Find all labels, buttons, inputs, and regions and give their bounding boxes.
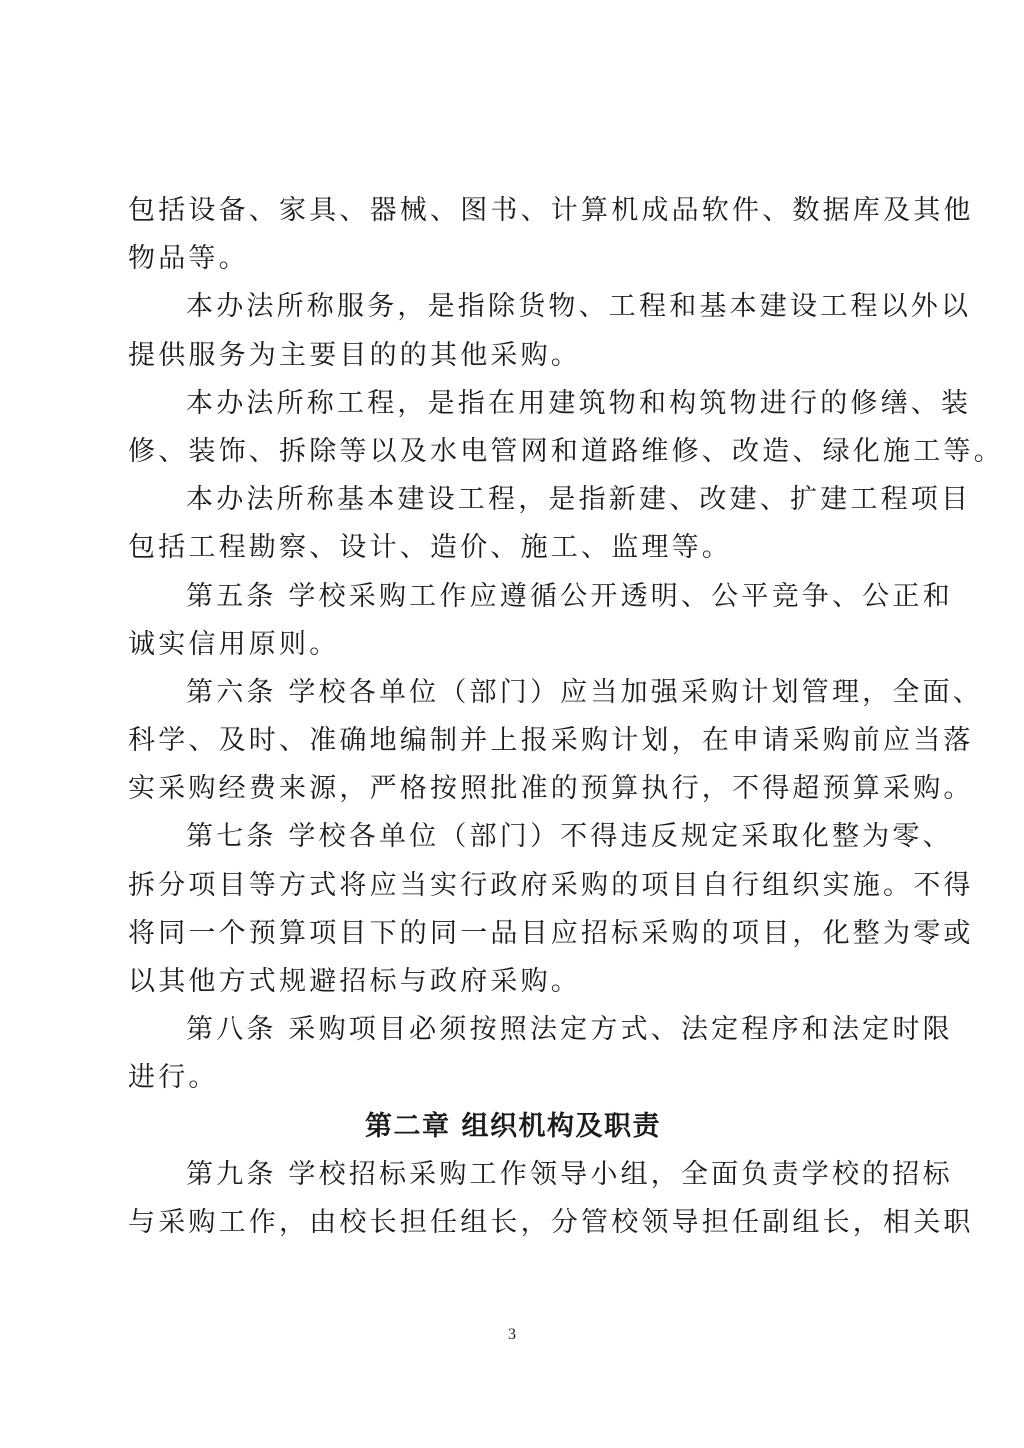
text-line: 进行。 bbox=[128, 1062, 219, 1094]
text-line: 将同一个预算项目下的同一品目应招标采购的项目，化整为零或 bbox=[128, 917, 974, 949]
text-line: 拆分项目等方式将应当实行政府采购的项目自行组织实施。不得 bbox=[128, 869, 974, 901]
chapter-heading: 第二章 组织机构及职责 bbox=[365, 1110, 661, 1142]
text-line: 本办法所称服务，是指除货物、工程和基本建设工程以外以 bbox=[186, 291, 972, 323]
text-line: 第八条 采购项目必须按照法定方式、法定程序和法定时限 bbox=[186, 1014, 953, 1046]
text-line: 包括设备、家具、器械、图书、计算机成品软件、数据库及其他 bbox=[128, 195, 974, 226]
text-line: 本办法所称基本建设工程，是指新建、改建、扩建工程项目 bbox=[186, 484, 972, 516]
text-line: 第七条 学校各单位（部门）不得违反规定采取化整为零、 bbox=[186, 821, 953, 853]
text-line: 实采购经费来源，严格按照批准的预算执行，不得超预算采购。 bbox=[128, 773, 974, 805]
text-line: 物品等。 bbox=[128, 243, 249, 275]
text-line: 修、装饰、拆除等以及水电管网和道路维修、改造、绿化施工等。 bbox=[128, 435, 1004, 467]
text-line: 第九条 学校招标采购工作领导小组，全面负责学校的招标 bbox=[186, 1158, 953, 1190]
text-line: 科学、及时、准确地编制并上报采购计划，在申请采购前应当落 bbox=[128, 725, 974, 757]
text-line: 提供服务为主要目的的其他采购。 bbox=[128, 339, 581, 371]
text-line: 以其他方式规避招标与政府采购。 bbox=[128, 966, 581, 997]
text-line: 本办法所称工程，是指在用建筑物和构筑物进行的修缮、装 bbox=[186, 387, 972, 419]
page-number: 3 bbox=[508, 1326, 516, 1343]
text-line: 诚实信用原则。 bbox=[128, 628, 340, 660]
text-line: 第五条 学校采购工作应遵循公开透明、公平竞争、公正和 bbox=[186, 580, 953, 612]
text-line: 包括工程勘察、设计、造价、施工、监理等。 bbox=[128, 532, 732, 564]
document-body bbox=[128, 187, 1004, 1247]
text-line: 第六条 学校各单位（部门）应当加强采购计划管理，全面、 bbox=[186, 676, 983, 708]
text-line: 与采购工作，由校长担任组长，分管校领导担任副组长，相关职 bbox=[128, 1206, 974, 1238]
